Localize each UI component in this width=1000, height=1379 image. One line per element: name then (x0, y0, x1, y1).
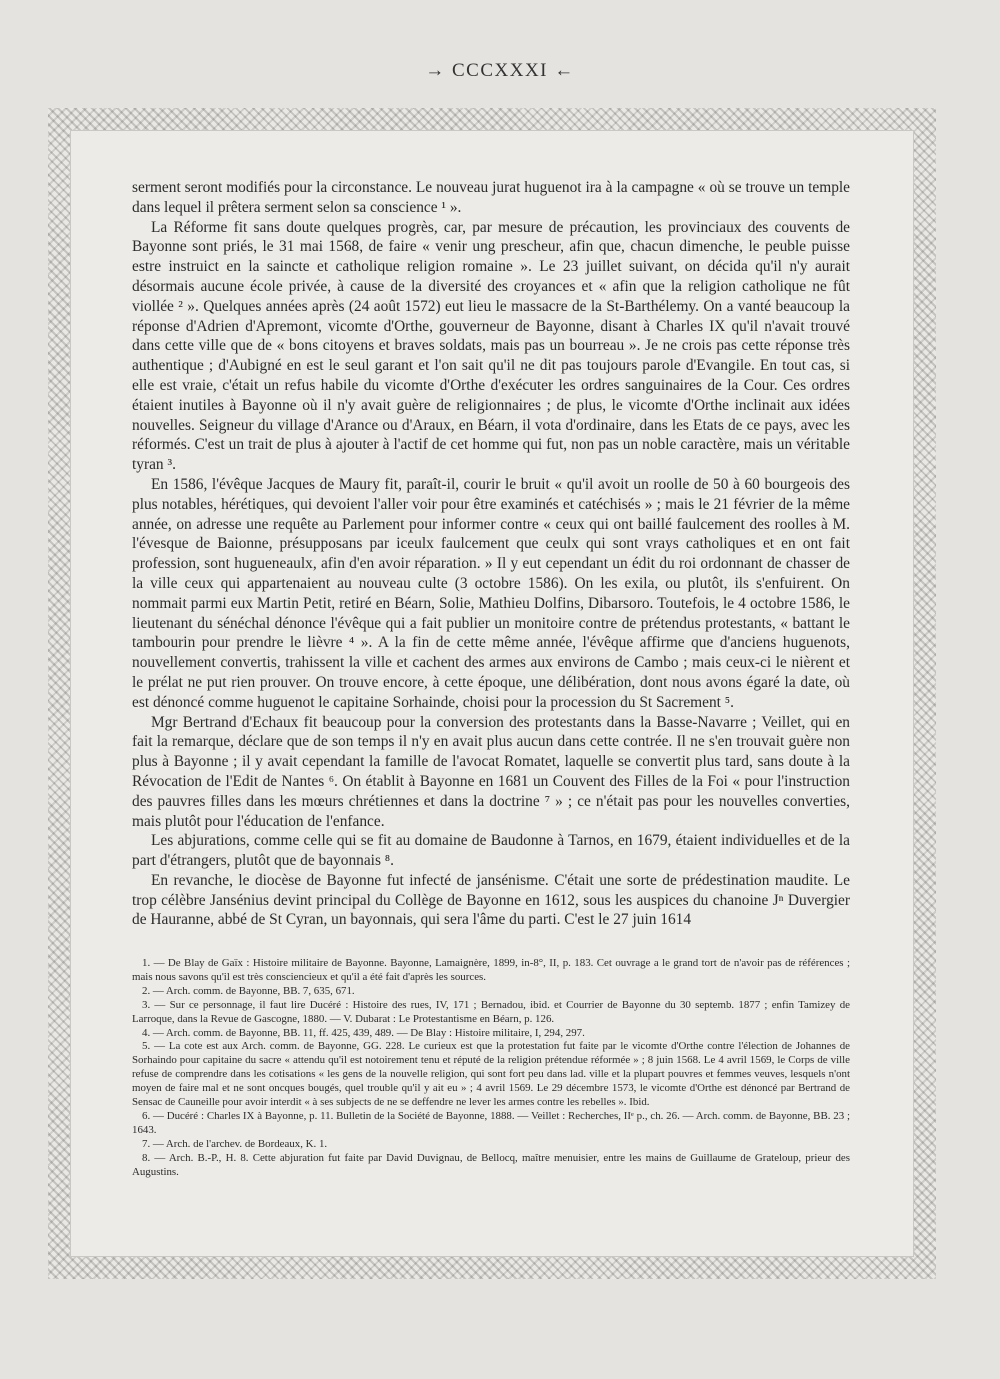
footnote: 5. — La cote est aux Arch. comm. de Bayonne, GG. 228. Le curieux est que la protestation fut faite par le vicomte d'Orthe contre l'élection de Johannes de Sorhaindo pour capitaine du sacre « attendu qu'il est notoirement tenu et réputé de la religion prétendue réformée » ; 8 juin 1568. Le 4 avril 1569, le Corps de ville refuse de comprendre dans les cotisations « les gens de la nouvelle religion, qui sont fort peu dans lad. ville et la plupart pouvres et femmes veuves, lesquels n'ont moyen de faire mal et ne sont oncques bougés, quel trouble qu'il y ait eu » ; 4 avril 1569. Le 29 décembre 1573, le vicomte d'Orthe est dénoncé par Bertrand de Sensac de Cauneille pour avoir interdit « à ses subjects de ne se deffendre ne lever les armes contre les rebelles ». Ibid. (132, 1040, 850, 1109)
footnote: 6. — Ducéré : Charles IX à Bayonne, p. 11. Bulletin de la Société de Bayonne, 1888. — Veillet : Recherches, IIᵉ p., ch. 26. — Arch. comm. de Bayonne, BB. 23 ; 1643. (132, 1109, 850, 1136)
footnote: 4. — Arch. comm. de Bayonne, BB. 11, ff. 425, 439, 489. — De Blay : Histoire militaire, I, 294, 297. (142, 1026, 585, 1039)
footnote: 1. — De Blay de Gaïx : Histoire militaire de Bayonne. Bayonne, Lamaignère, 1899, in-8°, II, p. 183. Cet ouvrage a le grand tort de n'avoir pas de références ; mais nous savons qu'il est très consciencieux et qu'il a été fait d'après les sources. (132, 957, 850, 983)
page-number: → CCCXXXI ← (425, 60, 575, 81)
footnotes (132, 957, 850, 1180)
main-text (132, 178, 850, 930)
paragraph: La Réforme fit sans doute quelques progrès, car, par mesure de précaution, les provinciaux des couvents de Bayonne sont priés, le 31 mai 1568, de faire « venir ung prescheur, afin que, chacun dimenche, le peuble puisse estre instruict en la saincte et catholique religion romaine ». Le 23 juillet suivant, on décida qu'il n'y aurait désormais aucune école privée, à cause de la diversité des croyances et « afin que la religion catholique ne fût viollée ² ». Quelques années après (24 août 1572) eut lieu le massacre de la St-Barthélemy. On a vanté beaucoup la réponse d'Adrien d'Apremont, vicomte d'Orthe, gouverneur de Bayonne, disant à Charles IX qu'il n'avait trouvé dans cette ville que de « bons citoyens et braves soldats, mais pas un bourreau ». Je ne crois pas cette réponse très authentique ; d'Aubigné en est le seul garant et l'on sait qu'il ne dit pas toujours parole d'Evangile. En tout cas, si elle est vraie, c'était un refus habile du vicomte d'Orthe d'exécuter les ordres sanguinaires de la Cour. Ces ordres étaient inutiles à Bayonne où il n'y avait guère de religionnaires ; de plus, le vicomte d'Orthe inclinait aux idées nouvelles. Seigneur du village d'Arance ou d'Araux, en Béarn, il vota d'ordinaire, dans les Etats de ce pays, avec les réformés. C'est un trait de plus à ajouter à l'actif de cet homme qui fut, non pas un noble caractère, mais un véritable tyran ³. (132, 218, 850, 474)
footnote: 7. — Arch. de l'archev. de Bordeaux, K. 1. (142, 1137, 328, 1150)
paragraph: Mgr Bertrand d'Echaux fit beaucoup pour la conversion des protestants dans la Basse-Navarre ; Veillet, qui en fait la remarque, déclare que de son temps il n'y en avait plus aucun dans cette contrée. Il ne s'en trouvait guère non plus à Bayonne ; il y avait cependant la famille de l'avocat Romatet, laquelle se convertit plus tard, sans doute à la Révocation de l'Edit de Nantes ⁶. On établit à Bayonne en 1681 un Couvent des Filles de la Foi « pour l'instruction des pauvres filles dans les mœurs chrétiennes et dans la doctrine ⁷ » ; ce n'était pas pour les nouvelles converties, mais plutôt pour l'éducation de l'enfance. (132, 713, 850, 830)
paragraph: En revanche, le diocèse de Bayonne fut infecté de jansénisme. C'était une sorte de prédestination maudite. Le trop célèbre Jansénius devint principal du Collège de Bayonne en 1612, sous les auspices du chanoine Jⁿ Duvergier de Hauranne, abbé de St Cyran, un bayonnais, qui sera l'âme du parti. C'est le 27 juin 1614 (132, 871, 850, 929)
paragraph: En 1586, l'évêque Jacques de Maury fit, paraît-il, courir le bruit « qu'il avoit un roolle de 50 à 60 bourgeois des plus notables, hérétiques, qui devoient l'aller voir pour être examinés et catéchisés » ; mais le 21 février de la même année, on adresse une requête au Parlement pour informer contre « ceux qui ont baillé faulcement des roolles à M. l'évesque de Baionne, présupposans par iceulx faulcement que ceulx qui sont vrays catholiques et en ont fait profession, sont hugueneaulx, afin d'en avoir réparation. » Il y eut cependant un édit du roi ordonnant de chasser de la ville ceux qui appartenaient au nouveau culte (3 octobre 1586). On les exila, ou plutôt, ils s'enfuirent. On nommait parmi eux Martin Petit, retiré en Béarn, Solie, Mathieu Dolfins, Dibarsoro. Toutefois, le 4 octobre 1586, le lieutenant du sénéchal dénonce l'évêque qui a fait publier un monitoire contre de prétendus protestants, « battant le tambourin pour prendre le lièvre ⁴ ». A la fin de cette même année, l'évêque affirme que d'anciens huguenots, nouvellement convertis, trahissent la ville et cachent des armes aux environs de Cambo ; mais ceux-ci le nièrent et le prélat ne put rien prouver. On trouve encore, à cette époque, une délibération, dont nous avons égaré la date, où est dénoncé comme huguenot le capitaine Sorhainde, choisi pour la procession du St Sacrement ⁵. (132, 475, 850, 711)
footnote: 2. — Arch. comm. de Bayonne, BB. 7, 635, 671. (142, 984, 355, 997)
footnote: 3. — Sur ce personnage, il faut lire Ducéré : Histoire des rues, IV, 171 ; Bernadou, ibid. et Courrier de Bayonne du 30 septemb. 1877 ; enfin Tamizey de Larroque, dans la Revue de Gascogne, 1880. — V. Dubarat : Le Protestantisme en Béarn, p. 126. (132, 998, 850, 1025)
paragraph: serment seront modifiés pour la circonstance. Le nouveau jurat huguenot ira à la campagne « où se trouve un temple dans lequel il prêtera serment selon sa conscience ¹ ». (132, 179, 850, 216)
paragraph: Les abjurations, comme celle qui se fit au domaine de Baudonne à Tarnos, en 1679, étaient individuelles et de la part d'étrangers, plutôt que de bayonnais ⁸. (132, 832, 850, 870)
footnote: 8. — Arch. B.-P., H. 8. Cette abjuration fut faite par David Duvignau, de Bellocq, maître menuisier, entre les mains de Guillaume de Grateloup, prieur des Augustins. (132, 1151, 850, 1178)
